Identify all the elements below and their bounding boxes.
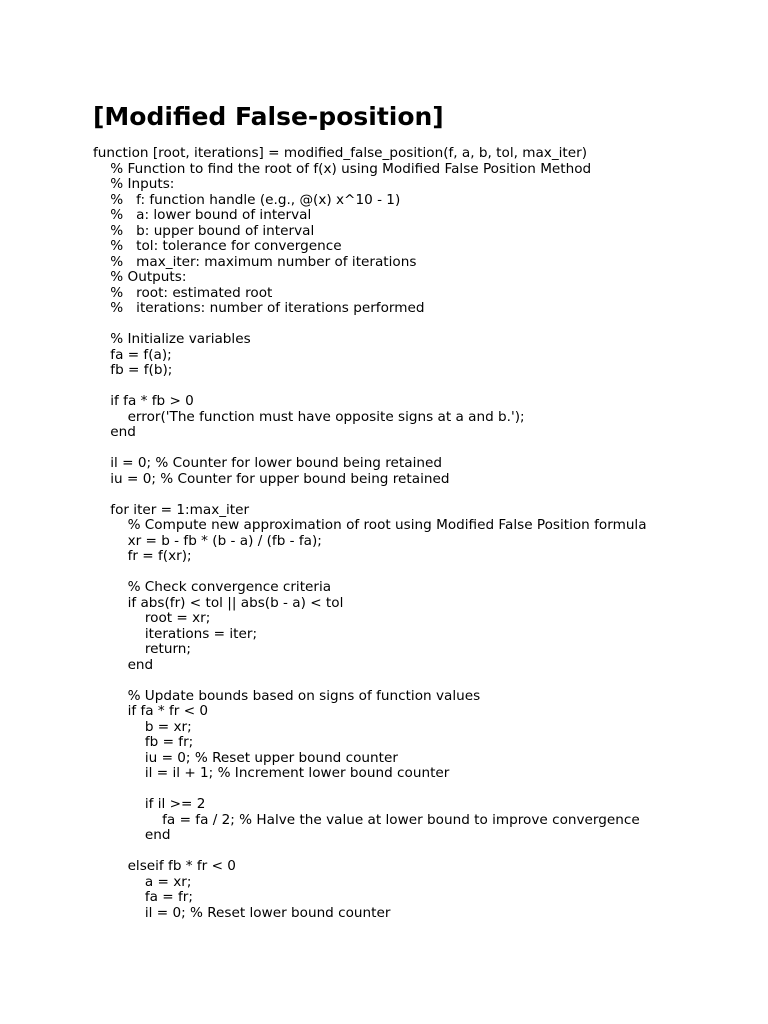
code-line: % Inputs: xyxy=(93,176,175,192)
code-line: iterations = iter; xyxy=(93,625,258,642)
code-line: end xyxy=(93,656,154,673)
code-line: error('The function must have opposite signs at a and b.'); xyxy=(93,408,525,425)
code-line xyxy=(93,441,753,457)
code-line xyxy=(93,673,753,689)
code-line: % Compute new approximation of root using Modified False Position formula xyxy=(93,517,647,533)
code-line: end xyxy=(93,827,171,843)
code-line: fa = fa / 2; % Halve the value at lower bound to improve convergence xyxy=(93,811,640,828)
code-line: fb = f(b); xyxy=(93,362,173,378)
code-line: % Initialize variables xyxy=(93,331,251,347)
code-line: end xyxy=(93,424,136,440)
code-line: % Outputs: xyxy=(93,269,187,285)
code-line: if il >= 2 xyxy=(93,796,206,812)
code-line: % f: function handle (e.g., @(x) x^10 - 1) xyxy=(93,191,401,208)
code-line: for iter = 1:max_iter xyxy=(93,501,250,518)
code-line: iu = 0; % Reset upper bound counter xyxy=(93,749,398,766)
code-line: a = xr; xyxy=(93,873,192,890)
code-line: function [root, iterations] = modified_false_position(f, a, b, tol, max_iter) xyxy=(93,145,588,161)
code-line: b = xr; xyxy=(93,718,192,735)
code-line: xr = b - fb * (b - a) / (fb - fa); xyxy=(93,532,322,549)
code-line: il = il + 1; % Increment lower bound counter xyxy=(93,765,450,781)
code-line: fr = f(xr); xyxy=(93,548,192,564)
code-block xyxy=(93,146,753,921)
code-line: il = 0; % Reset lower bound counter xyxy=(93,904,391,921)
code-line: % a: lower bound of interval xyxy=(93,207,312,223)
code-line: if fa * fb > 0 xyxy=(93,393,194,409)
code-line xyxy=(93,782,753,798)
page-title: [Modified False-position] xyxy=(93,102,444,131)
code-line: % max_iter: maximum number of iterations xyxy=(93,253,417,270)
code-line: elseif fb * fr < 0 xyxy=(93,858,236,874)
code-line xyxy=(93,379,753,395)
code-line: % root: estimated root xyxy=(93,284,273,301)
code-line: il = 0; % Counter for lower bound being retained xyxy=(93,455,442,471)
code-line: % b: upper bound of interval xyxy=(93,222,315,239)
code-line: root = xr; xyxy=(93,610,211,626)
code-line: fa = fr; xyxy=(93,889,193,905)
code-line xyxy=(93,487,753,503)
code-line: % Check convergence criteria xyxy=(93,579,332,595)
code-line xyxy=(93,565,753,581)
code-line: fb = fr; xyxy=(93,734,194,750)
code-line: if fa * fr < 0 xyxy=(93,703,209,719)
code-line xyxy=(93,844,753,860)
code-line: % tol: tolerance for convergence xyxy=(93,238,342,254)
code-line: % Update bounds based on signs of function values xyxy=(93,687,481,704)
code-line: % Function to find the root of f(x) using Modified False Position Method xyxy=(93,160,592,177)
code-line: fa = f(a); xyxy=(93,346,172,363)
code-line: return; xyxy=(93,641,191,657)
code-line xyxy=(93,317,753,333)
code-line: % iterations: number of iterations performed xyxy=(93,300,425,316)
code-line: iu = 0; % Counter for upper bound being retained xyxy=(93,470,450,487)
code-line: if abs(fr) < tol || abs(b - a) < tol xyxy=(93,594,344,611)
